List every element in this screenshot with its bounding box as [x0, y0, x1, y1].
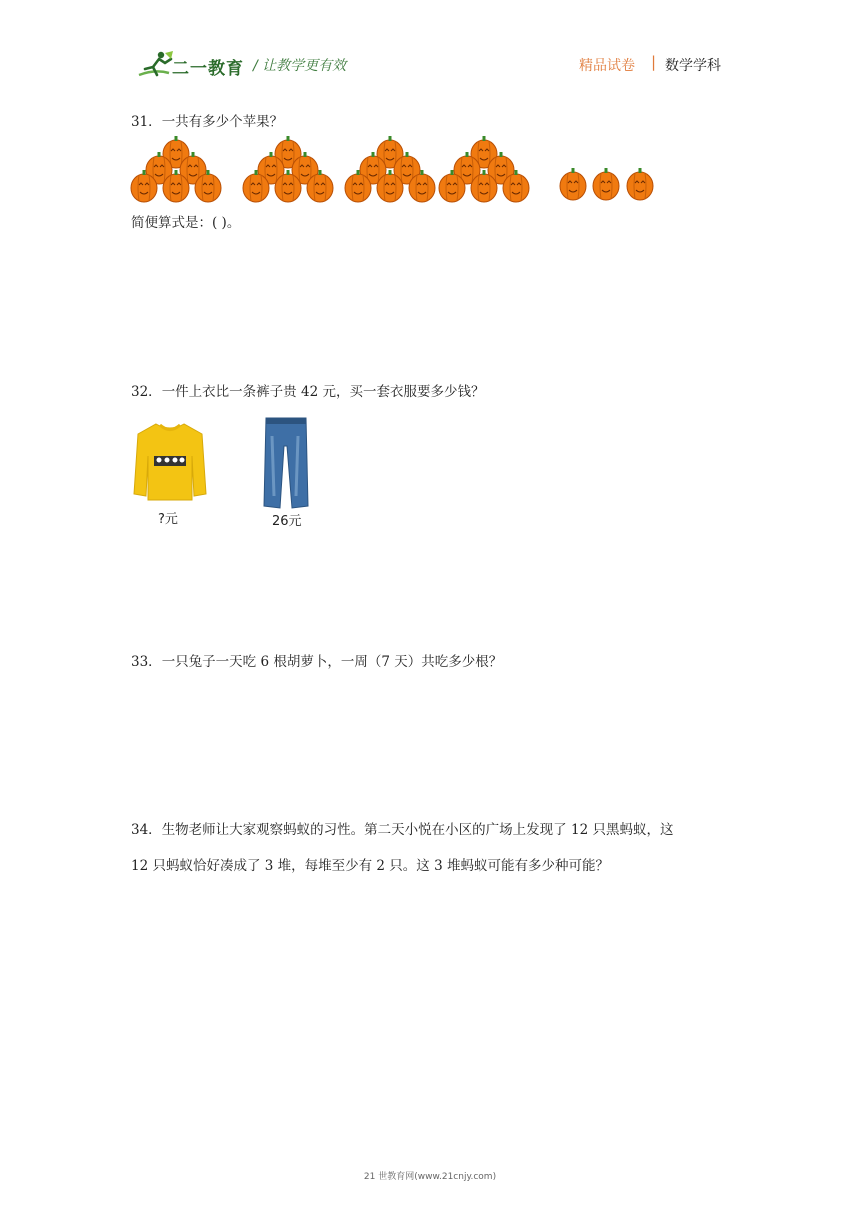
question-33	[131, 654, 502, 670]
pumpkin-illustration	[126, 134, 666, 208]
question-31-sub: 简便算式是：( )。	[131, 215, 241, 231]
pumpkin-group	[439, 136, 529, 202]
logo-text: 二一教育	[172, 59, 244, 79]
question-31	[131, 114, 283, 130]
page-header	[0, 0, 860, 95]
question-32	[131, 384, 484, 400]
jeans-price: 26元	[272, 514, 302, 529]
page-footer: 21 世教育网(www.21cnjy.com)	[363, 1172, 497, 1182]
jeans-icon	[262, 416, 310, 510]
doc-type-label: 精品试卷	[579, 58, 635, 74]
header-separator: |	[651, 53, 657, 71]
question-number: 33．	[131, 654, 162, 670]
subject-label: 数学学科	[665, 58, 721, 74]
question-text: 一件上衣比一条裤子贵 42 元，买一套衣服要多少钱？	[161, 384, 485, 400]
question-number: 32．	[131, 384, 162, 400]
question-number: 31．	[131, 114, 162, 130]
pumpkin-group	[243, 136, 333, 202]
pumpkin-group	[131, 136, 221, 202]
question-text: 生物老师让大家观察蚂蚁的习性。第二天小悦在小区的广场上发现了 12 只黑蚂蚁，这	[161, 822, 674, 838]
slogan: / 让教学更有效	[253, 58, 347, 74]
pumpkin-group	[560, 168, 653, 200]
question-text: 一只兔子一天吃 6 根胡萝卜，一周（7 天）共吃多少根？	[161, 654, 503, 670]
question-text: 一共有多少个苹果？	[161, 114, 284, 130]
sweater-price: ?元	[158, 512, 178, 527]
sweater-icon	[132, 420, 208, 506]
question-34-line-1	[131, 822, 673, 838]
question-number: 34．	[131, 822, 162, 838]
question-34-line-2: 12 只蚂蚁恰好凑成了 3 堆，每堆至少有 2 只。这 3 堆蚂蚁可能有多少种可能？	[131, 858, 609, 874]
pumpkin-group	[345, 136, 435, 202]
